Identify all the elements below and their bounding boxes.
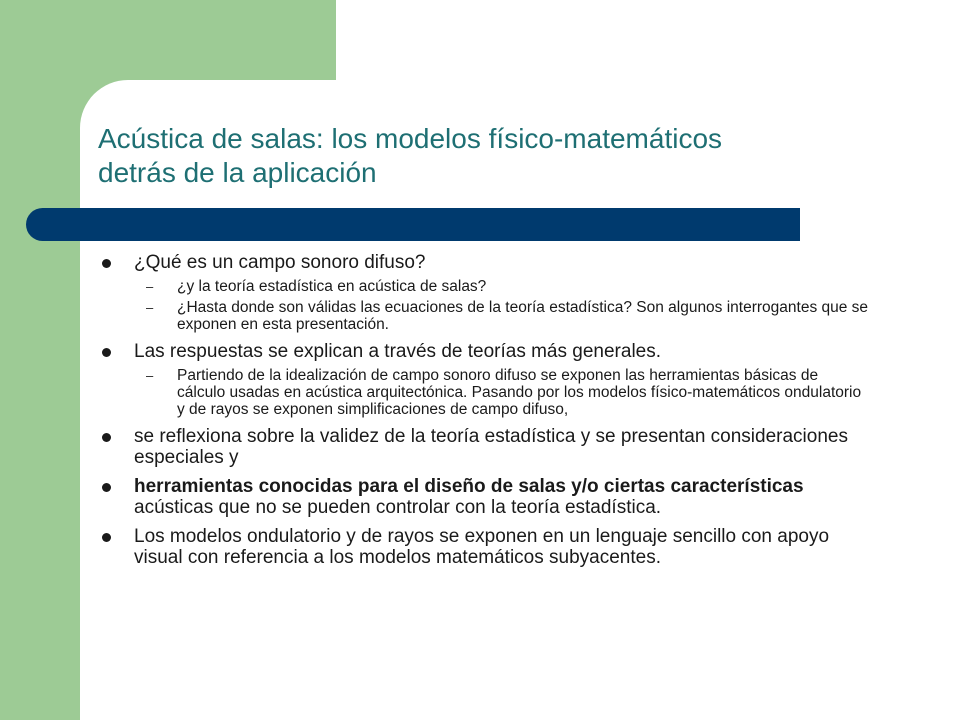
list-item — [100, 252, 870, 273]
dash-icon: – — [146, 279, 154, 294]
sub-bullet-text: ¿Hasta donde son válidas las ecuaciones de la teoría estadística? Son algunos interrogantes que se exponen en esta presentación. — [177, 299, 869, 333]
bullet-icon — [102, 259, 111, 268]
list-item — [100, 341, 870, 362]
dash-icon: – — [146, 368, 154, 383]
sub-list-item — [100, 299, 870, 333]
bullet-text: se reflexiona sobre la validez de la teoría estadística y se presentan consideraciones especiales y — [134, 426, 848, 468]
title-line-1: Acústica de salas: los modelos físico-matemáticos — [98, 123, 723, 154]
bullet-icon — [102, 433, 111, 442]
bullet-text: ¿Qué es un campo sonoro difuso? — [134, 252, 426, 273]
bullet-text: Las respuestas se explican a través de teorías más generales. — [134, 341, 662, 362]
bullet-text: Los modelos ondulatorio y de rayos se exponen en un lenguaje sencillo con apoyo visual con referencia a los modelos matemáticos subyacentes. — [134, 526, 830, 568]
sub-bullet-text: Partiendo de la idealización de campo sonoro difuso se exponen las herramientas básicas de cálculo usadas en acústica arquitectónica. Pasando por los modelos físico-matemáticos ondulatorio y de rayos se exponen simplificaciones de campo difuso, — [177, 367, 862, 418]
regular-text: acústicas que no se pueden controlar con la teoría estadística. — [134, 497, 662, 518]
bullet-text — [134, 476, 804, 518]
title-line-2: detrás de la aplicación — [98, 157, 377, 188]
slide-title — [98, 122, 898, 190]
bullet-icon — [102, 348, 111, 357]
bold-text: herramientas conocidas para el diseño de salas y/o ciertas características — [134, 476, 804, 497]
list-item — [100, 476, 870, 518]
dash-icon: – — [146, 300, 154, 315]
sub-list-item — [100, 367, 870, 418]
title-underline-bar — [26, 208, 800, 241]
list-item — [100, 526, 870, 568]
list-item — [100, 426, 870, 468]
sub-bullet-text: ¿y la teoría estadística en acústica de salas? — [177, 278, 487, 295]
bullet-icon — [102, 533, 111, 542]
bullet-list — [100, 252, 870, 573]
bullet-icon — [102, 483, 111, 492]
sub-list-item — [100, 278, 870, 295]
